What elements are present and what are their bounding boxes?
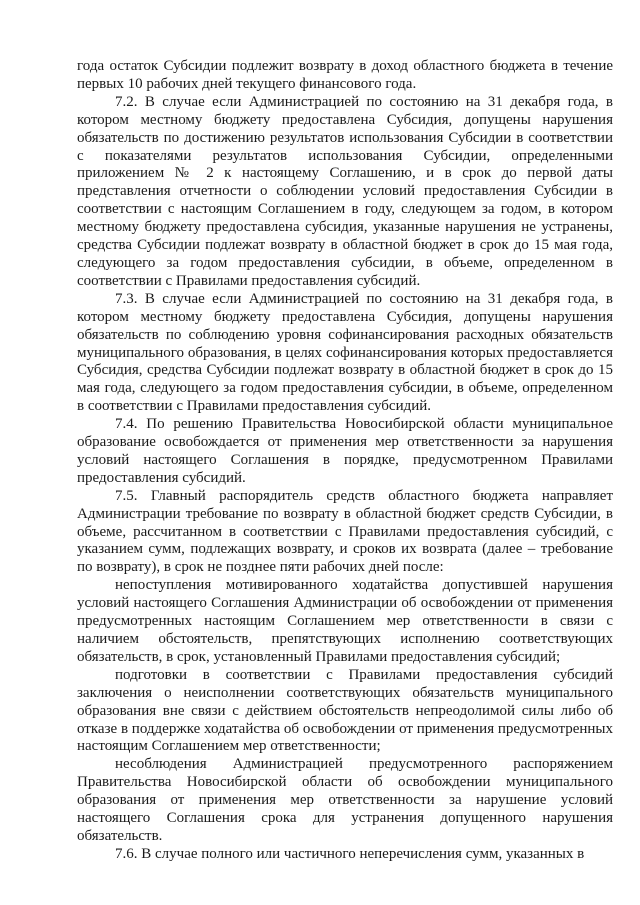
paragraph-7-5: 7.5. Главный распорядитель средств областного бюджета направляет Администрации требование по возврату в областной бюджет средств Субсидии, в объеме, рассчитанном в соответствии с Правилами предоставления субсидий, с указанием сумм, подлежащих возврату, и сроков их возврата (далее – требование по возврату), в срок не позднее пяти рабочих дней после:: [77, 487, 613, 576]
paragraph-7-5-item-1: непоступления мотивированного ходатайства допустившей нарушения условий настоящего Соглашения Администрации об освобождении от применения предусмотренных настоящим Соглашением мер ответственности в связи с наличием обстоятельств, препятствующих исполнению соответствующих обязательств, в срок, установленный Правилами предоставления субсидий;: [77, 577, 613, 665]
paragraph-7-6: 7.6. В случае полного или частичного неперечисления сумм, указанных в: [115, 845, 585, 862]
paragraph-7-5-item-3: несоблюдения Администрацией предусмотренного распоряжением Правительства Новосибирской области об освобождении муниципального образования от применения мер ответственности за нарушение условий настоящего Соглашения срока для устранения допущенного нарушения обязательств.: [77, 756, 613, 844]
paragraph-7-4: 7.4. По решению Правительства Новосибирской области муниципальное образование освобождается от применения мер ответственности за нарушения условий настоящего Соглашения в порядке, предусмотренном Правилами предоставления субсидий.: [77, 416, 613, 486]
paragraph-continuation: года остаток Субсидии подлежит возврату в доход областного бюджета в течение первых 10 рабочих дней текущего финансового года.: [77, 58, 613, 92]
paragraph-7-2: 7.2. В случае если Администрацией по состоянию на 31 декабря года, в котором местному бюджету предоставлена Субсидия, допущены нарушения обязательств по достижению результатов использования Субсидии в соответствии с показателями результатов использования Субсидии, определенными приложением № 2 к настоящему Соглашению, и в срок до первой даты представления отчетности о соблюдении условий предоставления Субсидии в соответствии с настоящим Соглашением в году, следующем за годом, в котором местному бюджету предоставлена субсидия, указанные нарушения не устранены, средства Субсидии подлежат возврату в областной бюджет в срок до 15 мая года, следующего за годом предоставления субсидии, в объеме, определенном в соответствии с Правилами предоставления субсидий.: [77, 93, 613, 289]
paragraph-7-3: 7.3. В случае если Администрацией по состоянию на 31 декабря года, в котором местному бюджету предоставлена Субсидия, допущены нарушения обязательств по соблюдению уровня софинансирования расходных обязательств муниципального образования, в целях софинансирования которых предоставляется Субсидия, средства Субсидии подлежат возврату в областной бюджет в срок до 15 мая года, следующего за годом предоставления субсидии, в объеме, определенном в соответствии с Правилами предоставления субсидий.: [77, 290, 613, 415]
paragraph-7-5-item-2: подготовки в соответствии с Правилами предоставления субсидий заключения о неисполнении соответствующих обязательств муниципального образования вне связи с действием обстоятельств непреодолимой силы либо об отказе в поддержке ходатайства об освобождении от применения предусмотренных настоящим Соглашением мер ответственности;: [77, 666, 613, 755]
document-page: [77, 58, 613, 864]
